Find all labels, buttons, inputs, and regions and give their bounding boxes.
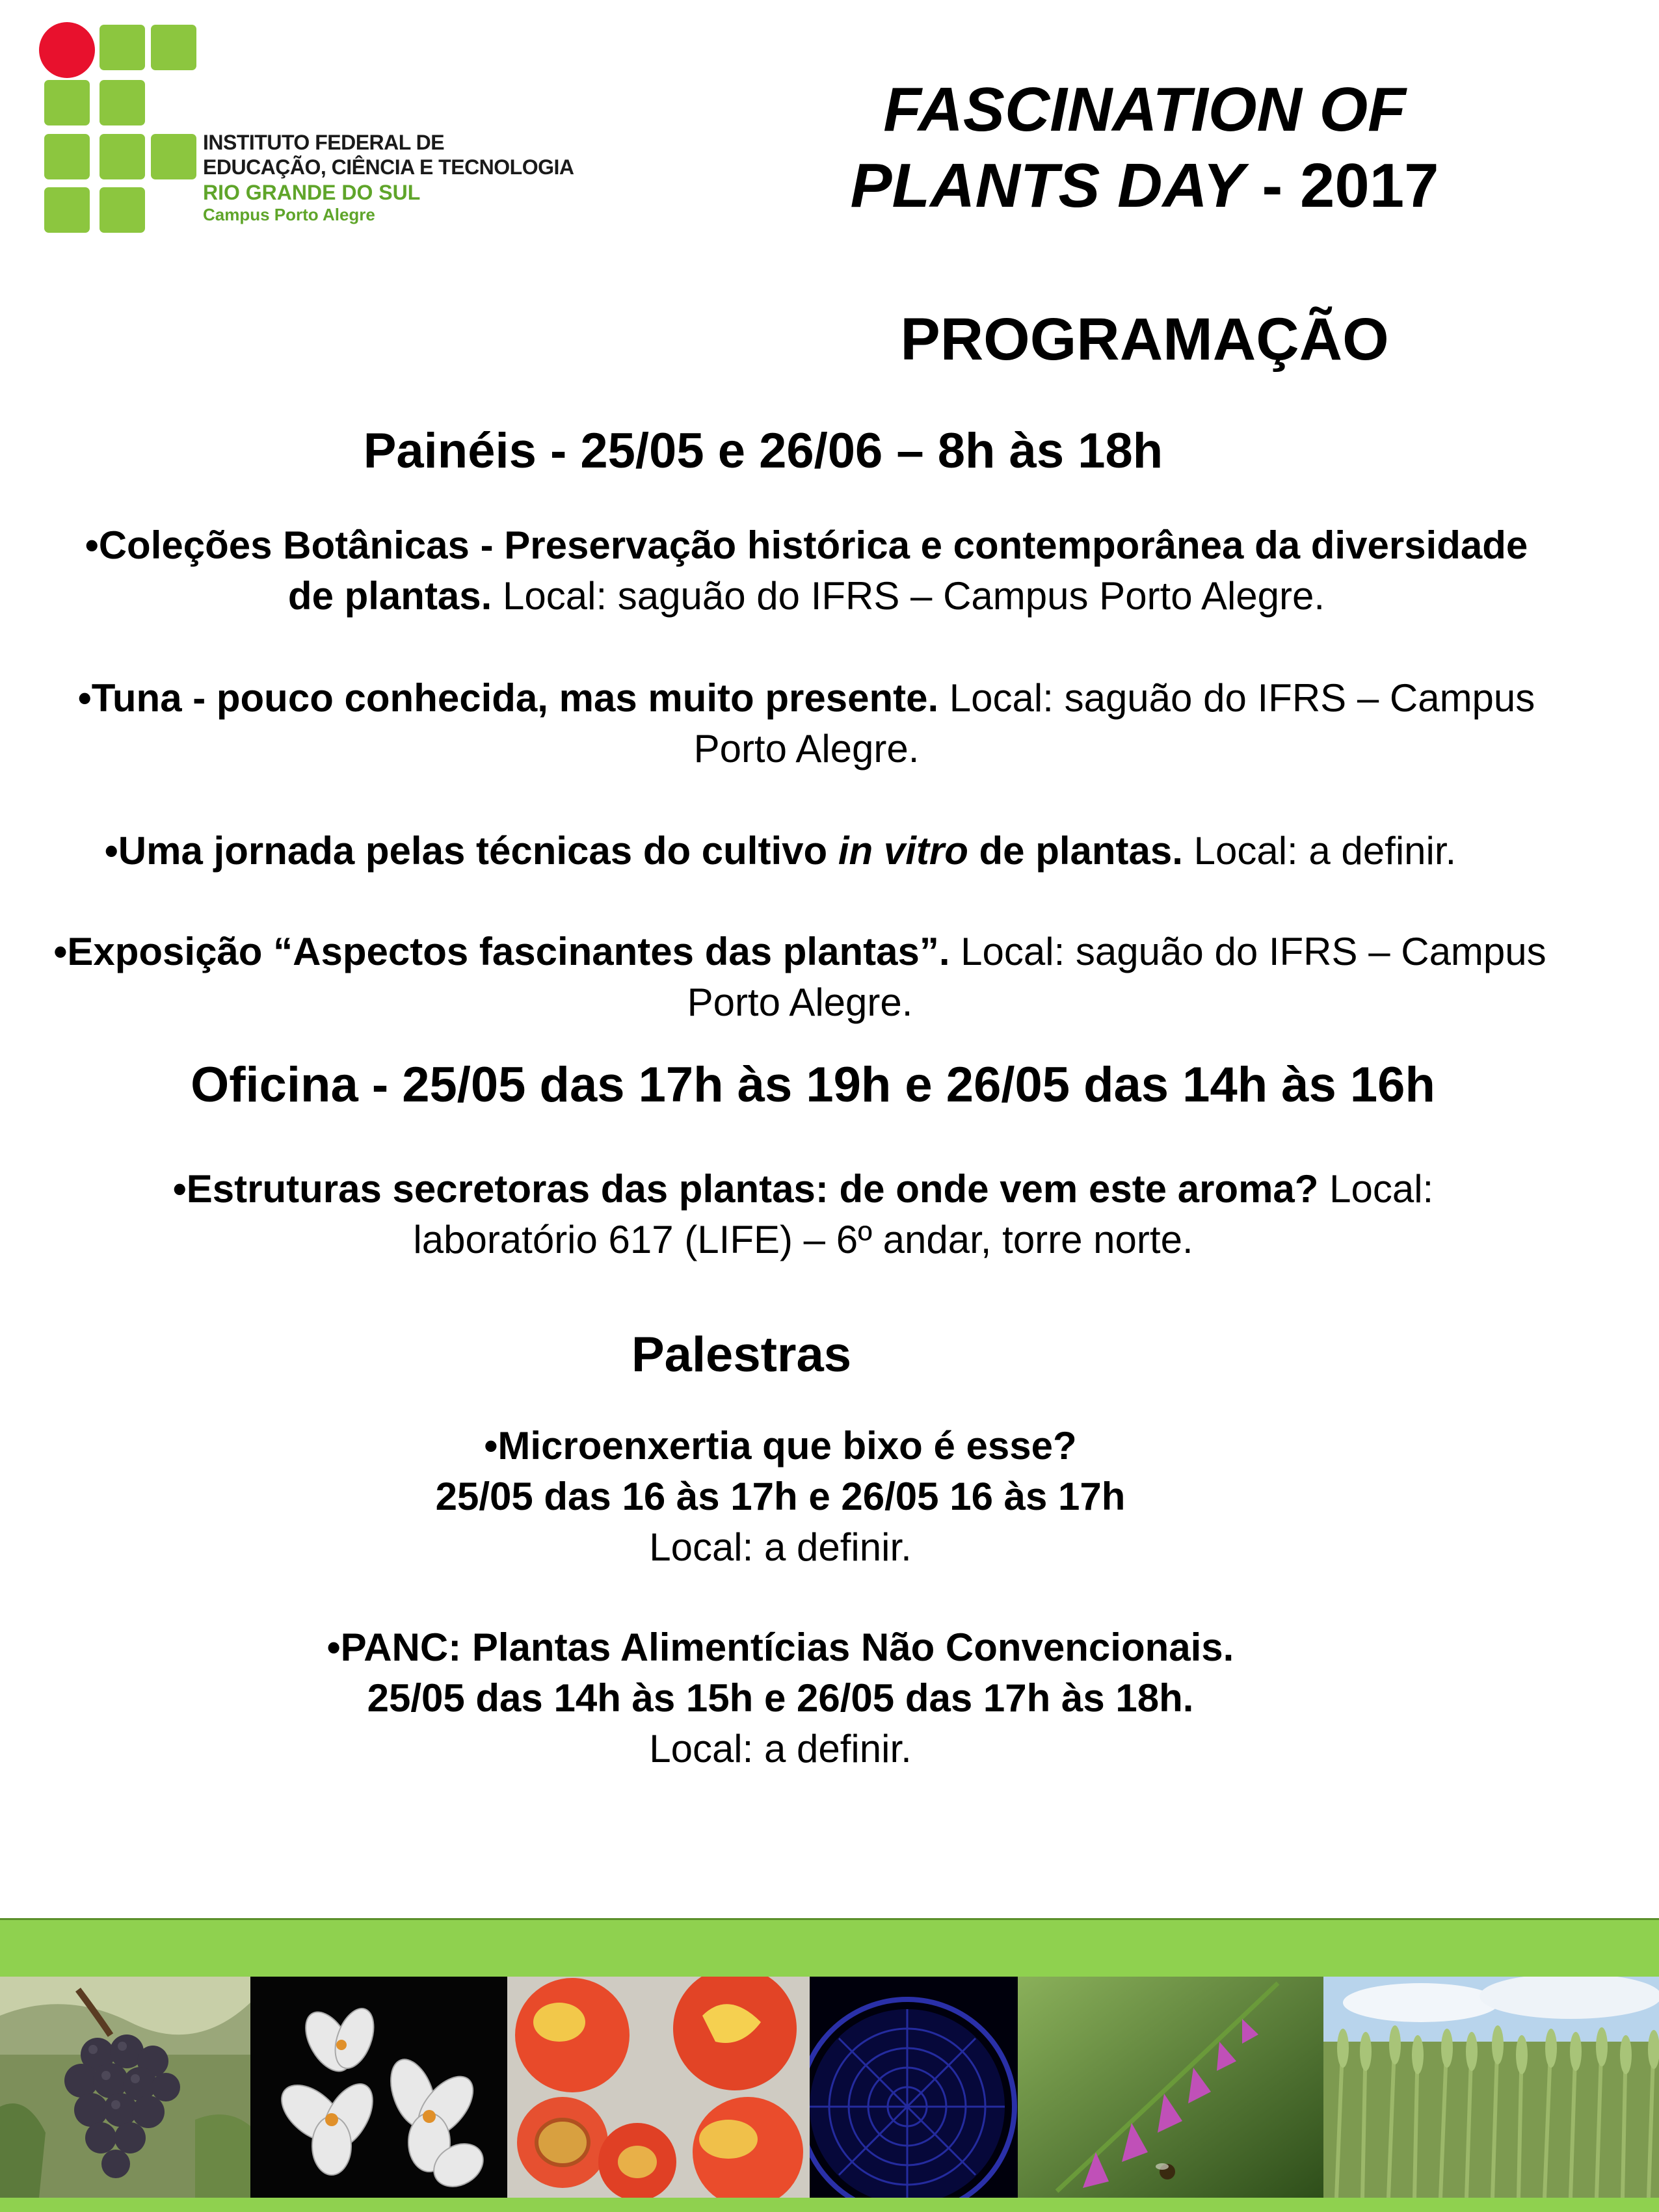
painel-item-3-local: Local: a definir. (1182, 829, 1457, 873)
title-line-2-italic: PLANTS DAY (850, 151, 1245, 221)
painel-item-2 (52, 673, 1561, 774)
paineis-heading: Painéis - 25/05 e 26/06 – 8h às 18h (363, 423, 1163, 479)
logo-square (100, 187, 145, 233)
oficina-heading: Oficina - 25/05 das 17h às 19h e 26/05 das 14h às 16h (191, 1057, 1435, 1113)
palestra-item-2 (0, 1622, 1561, 1774)
palestra-2-title: •PANC: Plantas Alimentícias Não Convencionais. (326, 1626, 1234, 1669)
painel-item-1-title: •Coleções Botânicas - Preservação histórica e contemporânea da diversidade de plantas. (85, 523, 1528, 618)
logo-square (151, 134, 196, 179)
palestra-1-title: •Microenxertia que bixo é esse? (484, 1424, 1077, 1468)
painel-item-3-title-start: •Uma jornada pelas técnicas do cultivo (104, 829, 838, 873)
footer-bottom-band (0, 2198, 1659, 2212)
painel-item-3-title-italic: in vitro (838, 829, 968, 873)
painel-item-4-title: •Exposição “Aspectos fascinantes das plantas”. (53, 930, 950, 973)
painel-item-1 (85, 520, 1528, 622)
painel-item-4-local: Local: saguão do IFRS – Campus Porto Alegre. (687, 930, 1546, 1024)
title-line-1: FASCINATION OF (883, 75, 1406, 144)
title-line-2-rest: - 2017 (1244, 151, 1439, 221)
footer-green-band (0, 1918, 1659, 1977)
pink-gladiolus-photo (1018, 1977, 1323, 2198)
logo-square (44, 187, 90, 233)
logo-line-2: EDUCAÇÃO, CIÊNCIA E TECNOLOGIA (203, 155, 574, 179)
palestra-1-time: 25/05 das 16 às 17h e 26/05 16 às 17h (435, 1475, 1126, 1518)
logo-square (44, 134, 90, 179)
painel-item-2-title: •Tuna - pouco conhecida, mas muito presente. (77, 676, 939, 720)
logo-square (100, 25, 145, 70)
painel-item-4 (39, 927, 1561, 1028)
logo-line-3: RIO GRANDE DO SUL (203, 180, 421, 204)
painel-item-2-local: Local: saguão do IFRS – Campus Porto Alegre. (693, 676, 1535, 770)
event-title (735, 72, 1554, 224)
logo-square (100, 134, 145, 179)
palestra-2-time: 25/05 das 14h às 15h e 26/05 das 17h às 18h. (367, 1676, 1194, 1720)
logo-square (44, 80, 90, 125)
palestra-1-local: Local: a definir. (649, 1525, 912, 1569)
oficina-item-title: •Estruturas secretoras das plantas: de onde vem este aroma? (172, 1167, 1319, 1211)
white-crocus-photo (250, 1977, 507, 2198)
oficina-item-local: Local: laboratório 617 (LIFE) – 6º andar, torre norte. (413, 1167, 1434, 1261)
painel-item-3-title-end: de plantas. (968, 829, 1183, 873)
ifrs-logo (39, 25, 598, 239)
logo-square (100, 80, 145, 125)
palestra-item-1 (0, 1421, 1561, 1573)
palestras-heading: Palestras (631, 1327, 852, 1382)
footer-photo-strip (0, 1977, 1659, 2198)
logo-square (151, 25, 196, 70)
logo-red-dot (39, 22, 95, 78)
tomatoes-photo (507, 1977, 810, 2198)
painel-item-3 (0, 826, 1561, 876)
blue-microscopy-photo (810, 1977, 1018, 2198)
logo-line-4: Campus Porto Alegre (203, 205, 375, 225)
wheat-field-photo (1323, 1977, 1659, 2198)
logo-line-1: INSTITUTO FEDERAL DE (203, 131, 445, 154)
grapes-photo (0, 1977, 250, 2198)
oficina-item (78, 1164, 1528, 1265)
program-heading: PROGRAMAÇÃO (900, 306, 1389, 373)
painel-item-1-local: Local: saguão do IFRS – Campus Porto Alegre. (492, 574, 1325, 618)
logo-text (203, 130, 574, 225)
palestra-2-local: Local: a definir. (649, 1727, 912, 1771)
